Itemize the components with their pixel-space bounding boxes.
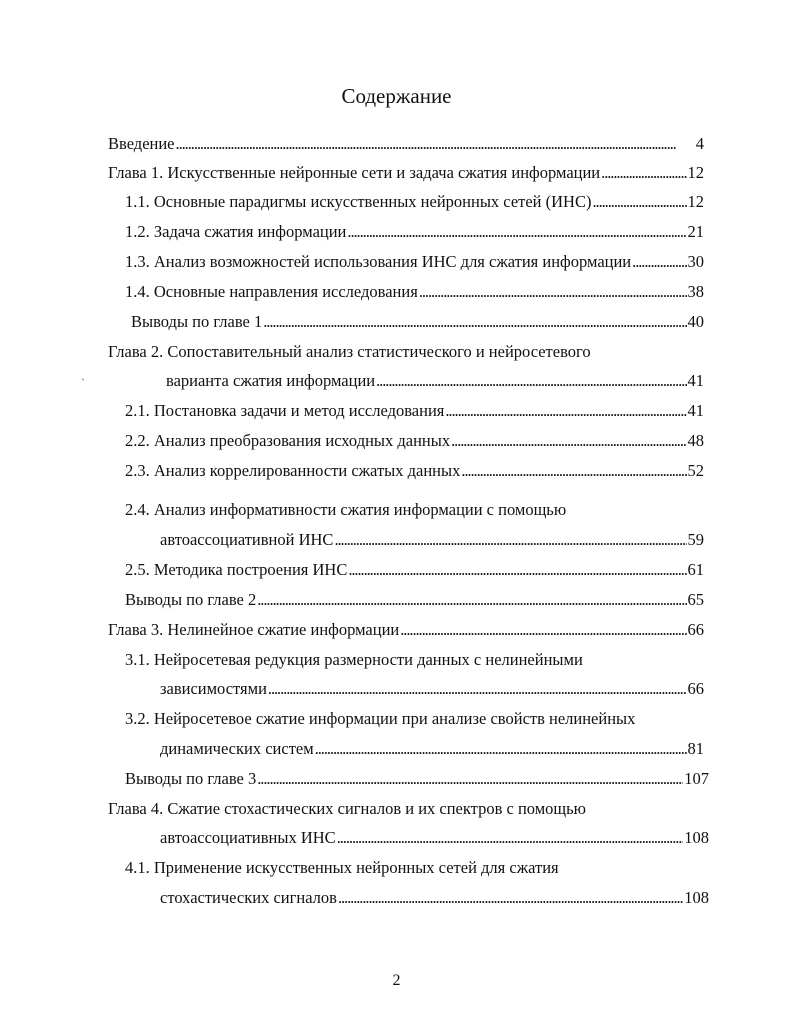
toc-entry-title-cont: варианта сжатия информации <box>166 371 376 390</box>
toc-entry-title: 1.3. Анализ возможностей использования ИНС для сжатия информации <box>125 252 632 271</box>
toc-entry-page: 65 <box>687 590 704 609</box>
leader-dots <box>337 828 684 848</box>
toc-entry-conclusions-1 <box>131 312 704 332</box>
leader-dots <box>176 134 695 154</box>
toc-entry-title-cont: автоассоциативных ИНС <box>160 828 336 847</box>
leader-dots <box>419 282 687 302</box>
toc-entry-1-1 <box>125 192 704 212</box>
toc-entry-chapter-3 <box>108 620 704 640</box>
toc-entry-page: 38 <box>687 282 704 301</box>
toc-entry-title: 2.1. Постановка задачи и метод исследования <box>125 401 445 420</box>
toc-entry-2-1 <box>125 401 704 421</box>
toc-entry-1-4 <box>125 282 704 302</box>
leader-dots <box>601 163 686 183</box>
toc-entry-chapter-2-title: Глава 2. Сопоставительный анализ статистического и нейросетевого <box>108 342 591 361</box>
toc-entry-4-1 <box>160 888 709 908</box>
toc-entry-title: Выводы по главе 1 <box>131 312 263 331</box>
toc-entry-title: 2.5. Методика построения ИНС <box>125 560 348 579</box>
toc-entry-title: Введение <box>108 134 175 153</box>
toc-entry-title-cont: автоассоциативной ИНС <box>160 530 334 549</box>
toc-entry-page: 59 <box>687 530 704 549</box>
toc-entry-conclusions-3 <box>125 769 709 789</box>
toc-entry-page: 107 <box>684 769 709 788</box>
toc-entry-page: 41 <box>687 371 704 390</box>
toc-entry-chapter-4-title: Глава 4. Сжатие стохастических сигналов и их спектров с помощью <box>108 799 586 818</box>
toc-entry-title: 2.3. Анализ коррелированности сжатых данных <box>125 461 461 480</box>
toc-entry-page: 52 <box>687 461 704 480</box>
toc-entry-title: 1.2. Задача сжатия информации <box>125 222 347 241</box>
leader-dots <box>268 679 687 699</box>
leader-dots <box>257 769 683 789</box>
leader-dots <box>451 431 686 451</box>
toc-entry-3-2-title: 3.2. Нейросетевое сжатие информации при анализе свойств нелинейных <box>125 709 636 728</box>
leader-dots <box>257 590 686 610</box>
toc-entry-conclusions-2 <box>125 590 704 610</box>
toc-entry-4-1-title: 4.1. Применение искусственных нейронных сетей для сжатия <box>125 858 559 877</box>
toc-entry-2-4-title: 2.4. Анализ информативности сжатия информации с помощью <box>125 500 567 519</box>
toc-entry-1-3 <box>125 252 704 272</box>
leader-dots <box>400 620 686 640</box>
toc-entry-page: 108 <box>684 828 709 847</box>
toc-entry-3-1 <box>160 679 704 699</box>
page-number: 2 <box>392 972 401 989</box>
leader-dots <box>348 560 686 580</box>
toc-entry-page: 66 <box>687 620 704 639</box>
leader-dots <box>315 739 687 759</box>
toc-entry-title: 1.1. Основные парадигмы искусственных нейронных сетей (ИНС) <box>125 192 592 211</box>
toc-entry-chapter-1 <box>108 163 704 183</box>
toc-entry-page: 61 <box>687 560 704 579</box>
toc-entry-page: 21 <box>687 222 704 241</box>
leader-dots <box>632 252 686 272</box>
toc-entry-page: 12 <box>687 163 704 182</box>
toc-entry-2-5 <box>125 560 704 580</box>
toc-entry-title: Глава 3. Нелинейное сжатие информации <box>108 620 400 639</box>
leader-dots <box>445 401 686 421</box>
toc-entry-title-cont: зависимостями <box>160 679 267 698</box>
toc-entry-2-3 <box>125 461 704 481</box>
toc-entry-2-4 <box>160 530 704 550</box>
leader-dots <box>461 461 686 481</box>
toc-entry-page: 4 <box>695 134 704 153</box>
toc-entry-2-2 <box>125 431 704 451</box>
toc-entry-title: Выводы по главе 2 <box>125 590 257 609</box>
toc-entry-page: 30 <box>687 252 704 271</box>
toc-entry-3-1-title: 3.1. Нейросетевая редукция размерности данных с нелинейными <box>125 650 583 669</box>
toc-entry-title: 2.2. Анализ преобразования исходных данных <box>125 431 451 450</box>
toc-entry-page: 81 <box>687 739 704 758</box>
toc-entry-chapter-4 <box>160 828 709 848</box>
leader-dots <box>347 222 686 242</box>
toc-entry-title: 1.4. Основные направления исследования <box>125 282 418 301</box>
toc-entry-page: 40 <box>687 312 704 331</box>
leader-dots <box>338 888 683 908</box>
leader-dots <box>263 312 686 332</box>
toc-entry-title-cont: динамических систем <box>160 739 314 758</box>
toc-entry-page: 12 <box>687 192 704 211</box>
toc-entry-page: 48 <box>687 431 704 450</box>
toc-entry-1-2 <box>125 222 704 242</box>
toc-entry-title-cont: стохастических сигналов <box>160 888 337 907</box>
toc-entry-page: 108 <box>684 888 709 907</box>
page-title: Содержание <box>341 84 452 108</box>
toc-entry-title: Выводы по главе 3 <box>125 769 257 788</box>
toc-entry-introduction <box>108 134 704 154</box>
leader-dots <box>376 371 686 391</box>
toc-entry-page: 66 <box>687 679 704 698</box>
toc-entry-title: Глава 1. Искусственные нейронные сети и задача сжатия информации <box>108 163 601 182</box>
toc-entry-page: 41 <box>687 401 704 420</box>
toc-entry-chapter-2 <box>166 371 704 391</box>
toc-entry-3-2 <box>160 739 704 759</box>
leader-dots <box>592 192 686 212</box>
margin-mark: ˏ <box>81 367 85 381</box>
leader-dots <box>334 530 686 550</box>
